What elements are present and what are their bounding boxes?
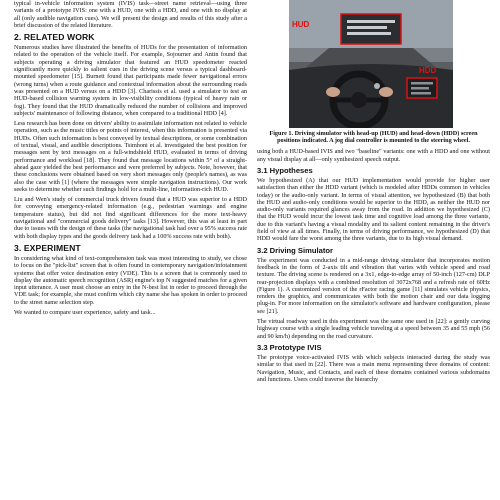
experiment-paragraph-1: In considering what kind of text-comprehension task was most interesting to study, we chose to focus on the "pick-list" screen that is often found in contemporary navigation/infotainment systems that offer voice destination entry (VDE). This is a screen that is commonly used to display the automatic speech recognition (ASR) engine's top N suggested matches for a given input utterance. A user must choose an entry in the N-best list in order to proceed through the VDE task; for example, she must confirm which city name she has spoken in order to proceed to the street name selection step. [14,254,247,306]
driving-simulator-photo [289,0,453,128]
experiment-heading: 3. EXPERIMENT [14,242,81,253]
driving-simulator-heading: 3.2 Driving Simulator [257,245,333,255]
related-work-paragraph-3: Liu and Wen's study of commercial truck drivers found that a HUD was superior to a HDD for conveying emergency-related information (e.g., pedestrian warnings and engine temperature status), but did not find significant differences for the more text-heavy navigational and "commercial goods delivery" tasks [13]. However, this was at least in part due to issues with the design of these tasks (the navigational task had over a 95% success rate with both display types and the goods delivery task had a 100% success rate with both). [14,196,247,240]
related-work-heading: 2. RELATED WORK [14,32,95,43]
right-intro-paragraph: using both a HUD-based IVIS and two "baseline" variants: one with a HDD and one without any visual display at all—only synthesized speech output. [257,148,490,163]
related-work-paragraph-1: Numerous studies have illustrated the benefits of HUDs for the presentation of information related to the operation of the vehicle itself. For example, Sojourner and Antin found that subjects operating a driving simulator that featured an HUD speedometer reacted significantly more quickly to salient cues in the driving scene versus a typical dashboard-mounted speedometer [15]. Burnett found that participants made fewer navigational errors (wrong turns) when a route guidance and contextual information about the surrounding roads was presented on a HUD versus on a HDD [3]. Charissis et al. used a simulator to test an HUD-based collision warning system in low-visibility conditions (typical of heavy rain or fog). They found that the HUD dramatically reduced the number of collisions and improved subjects' maintenance of following distance, when compared to a traditional HDD [4]. [14,44,247,117]
experiment-paragraph-2: We wanted to compare user experience, safety and task... [14,308,156,316]
hud-label: HUD [292,20,310,29]
prototype-ivis-heading: 3.3 Prototype IVIS [257,342,322,352]
left-column [14,0,247,319]
driving-simulator-paragraph-1: The experiment was conducted in a mid-range driving simulator that incorporates motion feedback in the form of 2-axis tilt and vibration that varies with vehicle speed and road texture. The driving scene is rendered on a 3x1, edge-to-edge array of 50-inch (127-cm) DLP rear-projection displays with a combined resolution of 3072x768 and a refresh rate of 60Hz (Figure 1). A customized version of the rFactor racing game [11] simulates vehicle physics, renders the graphics, and communicates with both the motion chair and our data logging plug-in. For more information on the simulator's software and hardware configuration, please see [21]. [257,256,490,315]
figure-1-caption: Figure 1. Driving simulator with head-up (HUD) and head-down (HDD) screen positions indicated. A jog dial controller is mounted to the steering wheel. [269,130,478,145]
simulator-illustration [289,0,453,128]
driving-simulator-paragraph-2: The virtual roadway used in this experiment was the same one used in [22]: a gently curving highway course with a single leading vehicle traveling at a speed between 35 and 55 mph (56 and 90 km/h) depending on the road curvature. [257,318,490,340]
hdd-label: HDD [419,66,437,75]
right-column [257,0,490,386]
prototype-ivis-paragraph: The prototype voice-activated IVIS with which subjects interacted during the study was similar to that used in [22]. There was a main menu representing three domains of content: Navigation, Music, and Contacts, and each of these domains contained various subdomains and functions. Users could traverse the hierarchy [257,353,490,383]
related-work-paragraph-2: Less research has been done on drivers' ability to assimilate information not related to vehicle operation, such as the music titles or points of interest, when this information is presented via HUDs. Often such information is best conveyed by textual descriptions, or some combination of textual, visual, and audible descriptions. Tsimhoni et al. investigated the best position for messages sent by text messages on a full-windshield HUD, evaluated in terms of driving performance and workload [18]. They found that message locations within 5° of a straight-ahead gaze yielded the best performance and were preferred by subjects. Note, however, that these conclusions were obtained based on very short messages only (people's names), as was also the case with [1] (where the messages were simple navigation instructions). Our work seeks to determine whether such findings hold for a multi-line, information-rich HUD. [14,120,247,193]
intro-tail-paragraph: typical in-vehicle information system (IVIS) task—street name retrieval—using three variants of a prototype IVIS: one with a HUD, one with a HDD, and one with no display at all (only audible navigation cues). We will present the design and results of this study after a brief discussion of the related literature. [14,0,247,29]
hypotheses-heading: 3.1 Hypotheses [257,166,313,175]
hypotheses-paragraph: We hypothesized (A) that our HUD implementation would provide for higher user satisfaction than either the HDD variant (which is modeled after HDDs common in vehicles today) or the audio-only variant. In terms of visual attention, we hypothesized (B) that both the HUD and audio-only conditions would be superior to the HDD, as neither the HUD nor audio-only variants required glances away from the road. In addition we hypothesized (C) that the HUD would incur the lowest task time and cognitive load among the three variants, due to this variant's having a visual modality and its salient content remaining in the driver's field of view at all times. Finally, in terms of driving performance, we hypothesized (D) that HDD would fare the worst among the three variants, due to its high visual demand. [257,177,490,243]
